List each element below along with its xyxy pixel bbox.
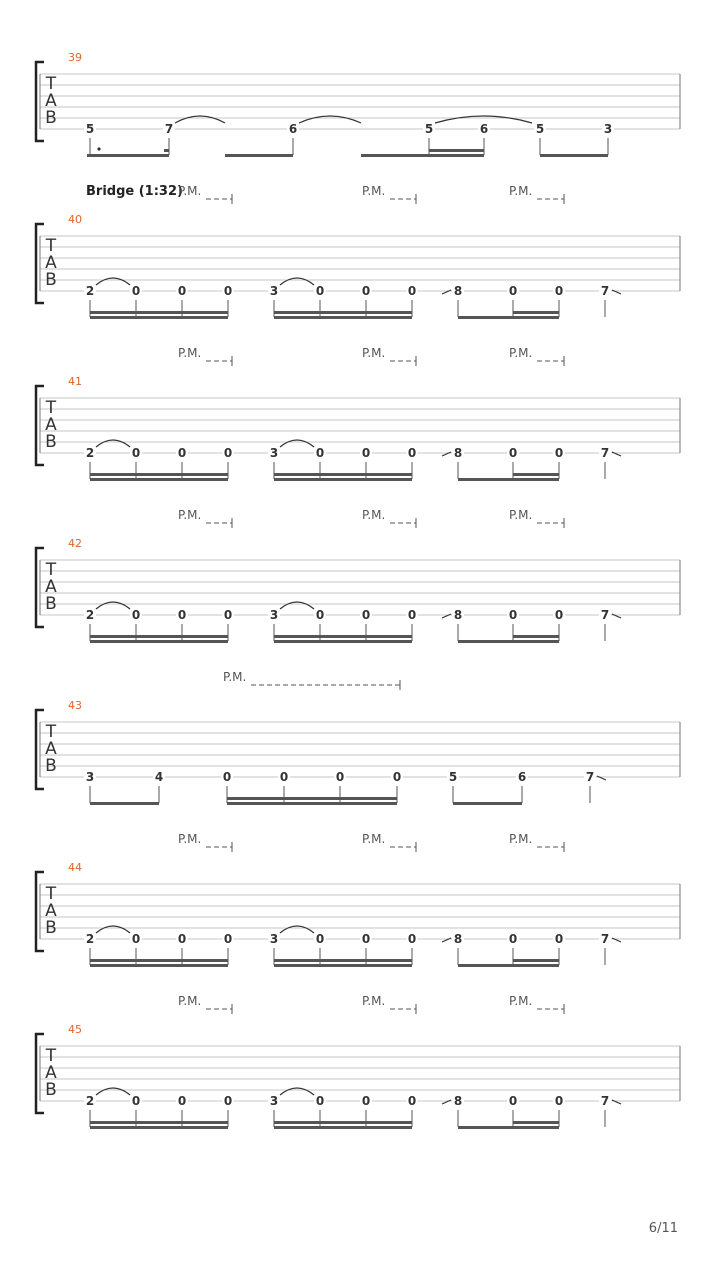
palm-mute-label: P.M. bbox=[362, 184, 386, 198]
fret-number: 0 bbox=[131, 284, 141, 298]
beam bbox=[90, 964, 228, 967]
beam-secondary bbox=[227, 797, 397, 800]
tie-arc bbox=[280, 602, 314, 609]
beam-secondary bbox=[274, 1121, 412, 1124]
beam bbox=[90, 316, 228, 319]
beam bbox=[458, 964, 559, 967]
fret-number: 5 bbox=[448, 770, 458, 784]
beam-secondary bbox=[90, 473, 228, 476]
measure-number: 42 bbox=[68, 537, 82, 550]
fret-number: 3 bbox=[603, 122, 613, 136]
fret-number: 4 bbox=[154, 770, 164, 784]
beam bbox=[225, 154, 293, 157]
tab-clef-letter: T bbox=[45, 236, 57, 256]
palm-mute-label: P.M. bbox=[178, 832, 202, 846]
fret-number: 5 bbox=[85, 122, 95, 136]
fret-number: 6 bbox=[479, 122, 489, 136]
tab-clef-letter: B bbox=[45, 270, 57, 290]
fret-number: 0 bbox=[223, 932, 233, 946]
beam-secondary bbox=[429, 149, 484, 152]
tab-clef-letter: A bbox=[45, 901, 57, 921]
palm-mute-label: P.M. bbox=[178, 994, 202, 1008]
fret-number: 3 bbox=[269, 1094, 279, 1108]
tie-arc bbox=[175, 116, 225, 123]
beam bbox=[227, 802, 397, 805]
beam bbox=[87, 154, 169, 157]
fret-number: 0 bbox=[315, 1094, 325, 1108]
beam-secondary bbox=[513, 473, 559, 476]
dot-marker bbox=[97, 147, 100, 150]
beam-secondary bbox=[513, 311, 559, 314]
palm-mute-label: P.M. bbox=[509, 832, 533, 846]
fret-number: 7 bbox=[164, 122, 174, 136]
fret-number: 0 bbox=[407, 932, 417, 946]
fret-number: 6 bbox=[517, 770, 527, 784]
tab-clef-letter: A bbox=[45, 739, 57, 759]
fret-number: 0 bbox=[554, 1094, 564, 1108]
tab-clef-letter: T bbox=[45, 560, 57, 580]
fret-number: 3 bbox=[269, 284, 279, 298]
tab-clef-letter: B bbox=[45, 756, 57, 776]
fret-number: 0 bbox=[554, 932, 564, 946]
beam bbox=[540, 154, 608, 157]
fret-number: 0 bbox=[131, 446, 141, 460]
fret-number: 0 bbox=[223, 284, 233, 298]
palm-mute-label: P.M. bbox=[362, 508, 386, 522]
fret-number: 8 bbox=[453, 284, 463, 298]
fret-number: 3 bbox=[269, 932, 279, 946]
beam-secondary bbox=[274, 959, 412, 962]
beam bbox=[90, 1126, 228, 1129]
tab-clef-letter: T bbox=[45, 74, 57, 94]
fret-number: 0 bbox=[361, 608, 371, 622]
tab-clef-letter: A bbox=[45, 577, 57, 597]
fret-number: 3 bbox=[269, 446, 279, 460]
tab-clef-letter: A bbox=[45, 415, 57, 435]
tab-clef-letter: B bbox=[45, 594, 57, 614]
palm-mute-label: P.M. bbox=[509, 508, 533, 522]
tab-clef-letter: T bbox=[45, 722, 57, 742]
fret-number: 0 bbox=[407, 1094, 417, 1108]
beam-secondary bbox=[513, 959, 559, 962]
fret-number: 3 bbox=[269, 608, 279, 622]
palm-mute-label: P.M. bbox=[362, 832, 386, 846]
beam bbox=[361, 154, 484, 157]
beam bbox=[458, 478, 559, 481]
tab-clef-letter: A bbox=[45, 1063, 57, 1083]
fret-number: 8 bbox=[453, 608, 463, 622]
fret-number: 0 bbox=[361, 284, 371, 298]
fret-number: 2 bbox=[85, 932, 95, 946]
tie-arc bbox=[96, 602, 130, 609]
tab-system bbox=[36, 670, 680, 805]
tie-arc bbox=[280, 926, 314, 933]
tab-clef-letter: A bbox=[45, 91, 57, 111]
tab-clef-letter: T bbox=[45, 398, 57, 418]
fret-number: 0 bbox=[223, 446, 233, 460]
fret-number: 0 bbox=[223, 1094, 233, 1108]
fret-number: 0 bbox=[392, 770, 402, 784]
tie-arc bbox=[299, 116, 361, 123]
tab-system bbox=[36, 346, 680, 481]
fret-number: 0 bbox=[131, 608, 141, 622]
tie-arc bbox=[96, 278, 130, 285]
fret-number: 0 bbox=[223, 608, 233, 622]
measure-number: 45 bbox=[68, 1023, 82, 1036]
palm-mute-label: P.M. bbox=[362, 994, 386, 1008]
fret-number: 8 bbox=[453, 446, 463, 460]
beam bbox=[90, 640, 228, 643]
tab-system bbox=[36, 184, 680, 319]
fret-number: 2 bbox=[85, 1094, 95, 1108]
beam-secondary bbox=[90, 635, 228, 638]
tab-clef-letter: T bbox=[45, 1046, 57, 1066]
tab-system bbox=[36, 994, 680, 1129]
beam bbox=[90, 478, 228, 481]
fret-number: 0 bbox=[508, 932, 518, 946]
fret-number: 0 bbox=[315, 608, 325, 622]
fret-number: 2 bbox=[85, 608, 95, 622]
fret-number: 0 bbox=[508, 446, 518, 460]
fret-number: 0 bbox=[177, 446, 187, 460]
measure-number: 44 bbox=[68, 861, 82, 874]
fret-number: 6 bbox=[288, 122, 298, 136]
palm-mute-label: P.M. bbox=[178, 508, 202, 522]
fret-number: 0 bbox=[361, 446, 371, 460]
fret-number: 0 bbox=[554, 284, 564, 298]
tie-arc bbox=[280, 440, 314, 447]
tab-system bbox=[36, 832, 680, 967]
fret-number: 0 bbox=[315, 284, 325, 298]
beam bbox=[274, 316, 412, 319]
fret-number: 0 bbox=[222, 770, 232, 784]
fret-number: 8 bbox=[453, 1094, 463, 1108]
fret-number: 0 bbox=[335, 770, 345, 784]
measure-number: 39 bbox=[68, 51, 82, 64]
beam-secondary bbox=[90, 1121, 228, 1124]
tab-clef-letter: T bbox=[45, 884, 57, 904]
tie-arc bbox=[280, 278, 314, 285]
fret-number: 7 bbox=[600, 1094, 610, 1108]
fret-number: 0 bbox=[554, 608, 564, 622]
measure-number: 43 bbox=[68, 699, 82, 712]
tie-arc bbox=[96, 1088, 130, 1095]
fret-number: 0 bbox=[177, 932, 187, 946]
fret-number: 0 bbox=[407, 446, 417, 460]
palm-mute-label: P.M. bbox=[509, 184, 533, 198]
fret-number: 2 bbox=[85, 446, 95, 460]
page-number: 6/11 bbox=[648, 1221, 678, 1236]
palm-mute-label: P.M. bbox=[178, 346, 202, 360]
tab-clef-letter: B bbox=[45, 432, 57, 452]
beam-secondary bbox=[274, 635, 412, 638]
beam bbox=[274, 640, 412, 643]
tab-system bbox=[36, 51, 680, 157]
fret-number: 7 bbox=[600, 284, 610, 298]
beam bbox=[458, 1126, 559, 1129]
measure-number: 41 bbox=[68, 375, 82, 388]
beam bbox=[458, 640, 559, 643]
beam-secondary bbox=[274, 473, 412, 476]
fret-number: 0 bbox=[407, 608, 417, 622]
tab-clef-letter: B bbox=[45, 918, 57, 938]
fret-number: 5 bbox=[424, 122, 434, 136]
palm-mute-label: P.M. bbox=[223, 670, 247, 684]
palm-mute-label: P.M. bbox=[178, 184, 202, 198]
beam-secondary bbox=[274, 311, 412, 314]
beam bbox=[274, 964, 412, 967]
palm-mute-label: P.M. bbox=[509, 994, 533, 1008]
fret-number: 0 bbox=[554, 446, 564, 460]
fret-number: 0 bbox=[508, 1094, 518, 1108]
fret-number: 7 bbox=[600, 608, 610, 622]
fret-number: 0 bbox=[315, 446, 325, 460]
tab-clef-letter: B bbox=[45, 108, 57, 128]
fret-number: 0 bbox=[177, 1094, 187, 1108]
fret-number: 0 bbox=[361, 932, 371, 946]
beam-secondary bbox=[513, 635, 559, 638]
beam bbox=[453, 802, 522, 805]
fret-number: 7 bbox=[600, 446, 610, 460]
fret-number: 0 bbox=[508, 608, 518, 622]
beam bbox=[274, 478, 412, 481]
tab-clef-letter: B bbox=[45, 1080, 57, 1100]
beam bbox=[274, 1126, 412, 1129]
fret-number: 0 bbox=[361, 1094, 371, 1108]
tie-arc bbox=[96, 440, 130, 447]
tab-system bbox=[36, 508, 680, 643]
section-label: Bridge (1:32) bbox=[86, 184, 183, 199]
measure-number: 40 bbox=[68, 213, 82, 226]
fret-number: 8 bbox=[453, 932, 463, 946]
beam bbox=[458, 316, 559, 319]
beam-stub bbox=[164, 149, 169, 152]
fret-number: 0 bbox=[131, 932, 141, 946]
fret-number: 0 bbox=[177, 284, 187, 298]
fret-number: 0 bbox=[508, 284, 518, 298]
fret-number: 0 bbox=[279, 770, 289, 784]
fret-number: 0 bbox=[407, 284, 417, 298]
fret-number: 7 bbox=[585, 770, 595, 784]
fret-number: 0 bbox=[177, 608, 187, 622]
fret-number: 7 bbox=[600, 932, 610, 946]
tab-clef-letter: A bbox=[45, 253, 57, 273]
beam-secondary bbox=[90, 311, 228, 314]
beam bbox=[90, 802, 159, 805]
tie-arc bbox=[96, 926, 130, 933]
fret-number: 0 bbox=[131, 1094, 141, 1108]
fret-number: 2 bbox=[85, 284, 95, 298]
tie-arc bbox=[280, 1088, 314, 1095]
beam-secondary bbox=[513, 1121, 559, 1124]
fret-number: 5 bbox=[535, 122, 545, 136]
fret-number: 0 bbox=[315, 932, 325, 946]
beam-secondary bbox=[90, 959, 228, 962]
palm-mute-label: P.M. bbox=[362, 346, 386, 360]
fret-number: 3 bbox=[85, 770, 95, 784]
palm-mute-label: P.M. bbox=[509, 346, 533, 360]
